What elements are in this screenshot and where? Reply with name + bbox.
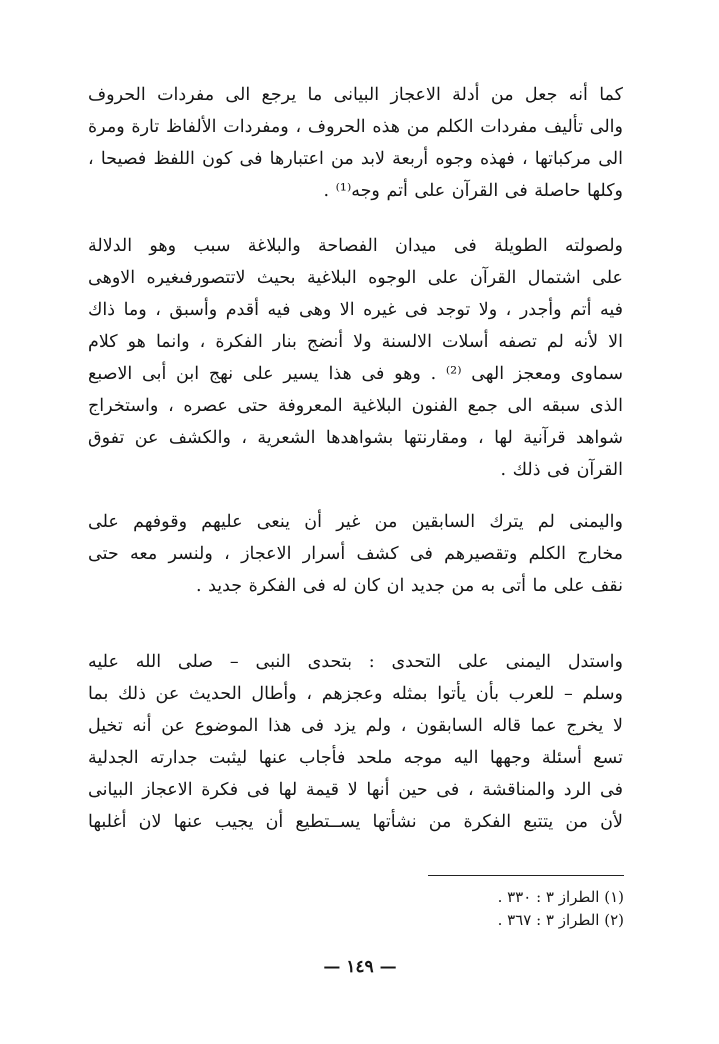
- text-line: القرآن فى ذلك .: [500, 460, 623, 480]
- footnotes: [388, 886, 624, 932]
- text-line: واستدل اليمنى على التحدى : بتحدى النبى – صلى الله عليه: [88, 652, 623, 672]
- text-line: ولصولته الطويلة فى ميدان الفصاحة والبلاغة سبب وهو الدلالة: [88, 236, 623, 256]
- text-line: شواهد قرآنية لها ، ومقارنتها بشواهدها الشعرية ، والكشف عن تفوق: [88, 428, 623, 448]
- text-line: لا يخرج عما قاله السابقون ، ولم يزد فى هذا الموضوع عن أنه تخيل: [88, 716, 623, 736]
- text-line: كما أنه جعل من أدلة الاعجاز البيانى ما يرجع الى مفردات الحروف: [88, 85, 623, 105]
- paragraph-2: [88, 230, 623, 486]
- page-number: — ١٤٩ —: [323, 957, 397, 977]
- text-line: الذى سبقه الى جمع الفنون البلاغية المعروفة حتى عصره ، واستخراج: [88, 396, 623, 416]
- text-line: سماوى ومعجز الهى ⁽²⁾ . وهو فى هذا يسير على نهج ابن أبى الاصبع: [88, 364, 623, 384]
- text-line: وكلها حاصلة فى القرآن على أتم وجه⁽¹⁾ .: [323, 181, 623, 201]
- footnote-2: (٢) الطراز ٣ : ٣٦٧ .: [497, 911, 624, 929]
- paragraph-1: [88, 79, 623, 207]
- text-line: الا لأنه لم تصفه أسلات الالسنة ولا أنضج بنار الفكرة ، وانما هو كلام: [88, 332, 623, 352]
- footnote-1: (١) الطراز ٣ : ٣٣٠ .: [497, 888, 624, 906]
- footnote-separator: [428, 875, 624, 876]
- text-line: لأن من يتتبع الفكرة من نشأتها يســتطيع أن يجيب عنها لان أغلبها: [88, 812, 623, 832]
- text-line: وسلم – للعرب بأن يأتوا بمثله وعجزهم ، وأطال الحديث عن ذلك بما: [88, 684, 623, 704]
- text-line: الى مركباتها ، فهذه وجوه أربعة لابد من اعتبارها فى كون اللفظ فصيحا ،: [88, 149, 623, 169]
- text-line: مخارج الكلم وتقصيرهم فى كشف أسرار الاعجاز ، ولنسر معه حتى: [88, 544, 623, 564]
- text-line: تسع أسئلة وجهها اليه موجه ملحد فأجاب عنها ليثبت جدارته الجدلية: [88, 748, 623, 768]
- text-line: والى تأليف مفردات الكلم من هذه الحروف ، ومفردات الألفاظ تارة ومرة: [88, 117, 623, 137]
- paragraph-4: [88, 646, 623, 838]
- text-line: واليمنى لم يترك السابقين من غير أن ينعى عليهم وقوفهم على: [88, 512, 623, 532]
- text-line: على اشتمال القرآن على الوجوه البلاغية بحيث لاتتصورفىغيره الاوهى: [88, 268, 623, 288]
- paragraph-3: [88, 506, 623, 602]
- text-line: نقف على ما أتى به من جديد ان كان له فى الفكرة جديد .: [195, 576, 623, 596]
- text-line: فى الرد والمناقشة ، فى حين أنها لا قيمة لها فى فكرة الاعجاز البيانى: [88, 780, 623, 800]
- text-line: فيه أتم وأجدر ، ولا توجد فى غيره الا وهى فيه أقدم وأسبق ، وما ذاك: [88, 300, 623, 320]
